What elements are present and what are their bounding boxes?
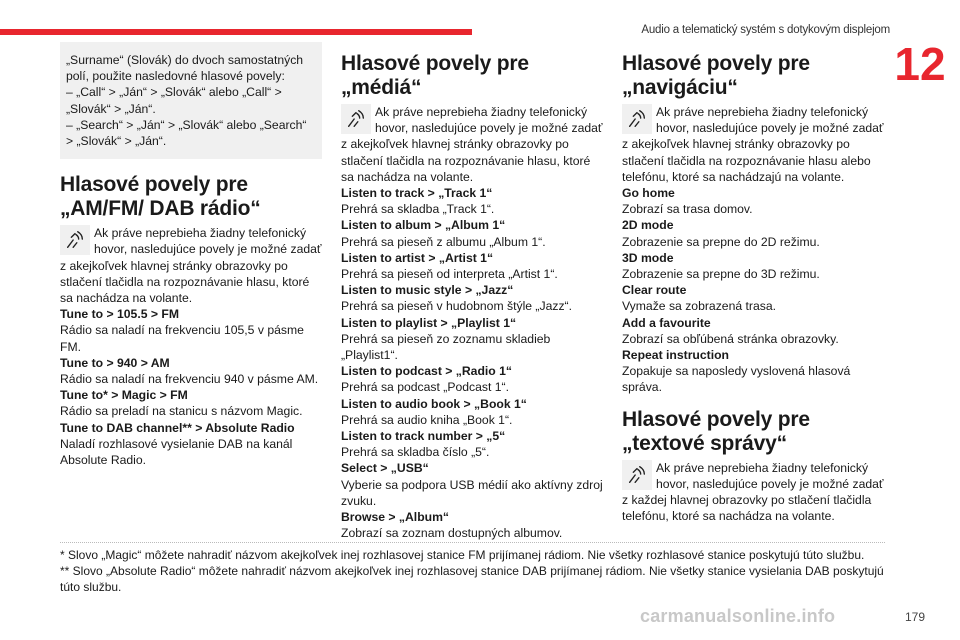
note-line: „Surname“ (Slovák) do dvoch samostatných bbox=[66, 53, 304, 67]
command-name: Listen to music style > „Jazz“ bbox=[341, 283, 514, 298]
footnote-divider bbox=[60, 542, 885, 543]
intro-text: Ak práve neprebieha žiadny telefonický hovor, nasledujúce povely je možné zadať z akejkoľvek hlavnej stránky obrazovky po stlačení tlačidla na rozpoznávanie hlasu alebo telefónu, ktoré sa nachádzajú na volante. bbox=[622, 105, 884, 184]
note-line: polí, použite nasledovné hlasové povely: bbox=[66, 69, 285, 84]
command-desc: Rádio sa naladí na frekvenciu 105,5 v pásme FM. bbox=[60, 323, 304, 354]
command-name: Tune to DAB channel** > Absolute Radio bbox=[60, 420, 295, 435]
command-desc: Zobrazenie sa prepne do 2D režimu. bbox=[622, 234, 820, 249]
note-line: – „Call“ > „Ján“ > „Slovák“ alebo „Call“ > bbox=[66, 85, 282, 100]
command-name: Listen to album > „Album 1“ bbox=[341, 218, 506, 233]
column-2 bbox=[341, 52, 605, 541]
command-name: Repeat instruction bbox=[622, 348, 729, 363]
command-name: Tune to* > Magic > FM bbox=[60, 388, 188, 403]
header-red-bar bbox=[0, 29, 472, 35]
footnotes bbox=[60, 547, 890, 595]
note-line: – „Search“ > „Ján“ > „Slovák“ alebo „Search“ bbox=[66, 117, 307, 132]
command-desc: Zopakuje sa naposledy vyslovená hlasová správa. bbox=[622, 364, 851, 395]
command-name: Listen to audio book > „Book 1“ bbox=[341, 396, 527, 411]
command-desc: Prehrá sa pieseň z albumu „Album 1“. bbox=[341, 234, 546, 249]
chapter-number: 12 bbox=[894, 38, 946, 90]
command-name: Add a favourite bbox=[622, 315, 711, 330]
intro-text: Ak práve neprebieha žiadny telefonický hovor, nasledujúce povely je možné zadať z každej hlavnej obrazovky po stlačení tlačidla telefónu, ktoré sa nachádza na volante. bbox=[622, 460, 884, 524]
voice-command-icon bbox=[622, 104, 652, 134]
command-name: 2D mode bbox=[622, 218, 674, 233]
voice-command-icon bbox=[341, 104, 371, 134]
command-name: Listen to track number > „5“ bbox=[341, 429, 506, 444]
command-name: Tune to > 105.5 > FM bbox=[60, 307, 179, 322]
section-heading-radio: Hlasové povely pre „AM/FM/ DAB rádio“ bbox=[60, 173, 261, 221]
command-name: Listen to podcast > „Radio 1“ bbox=[341, 364, 512, 379]
spacer bbox=[622, 396, 886, 408]
footnote: ** Slovo „Absolute Radio“ môžete nahradiť názvom akejkoľvek inej rozhlasovej stanice DAB prijímanej rádiom. Nie všetky stanice vysielania DAB poskytujú túto službu. bbox=[60, 564, 884, 594]
command-desc: Prehrá sa pieseň zo zoznamu skladieb „Playlist1“. bbox=[341, 331, 551, 363]
command-desc: Rádio sa naladí na frekvenciu 940 v pásme AM. bbox=[60, 372, 319, 387]
command-desc: Rádio sa preladí na stanicu s názvom Magic. bbox=[60, 404, 303, 419]
command-desc: Naladí rozhlasové vysielanie DAB na kanál Absolute Radio. bbox=[60, 436, 293, 468]
voice-command-icon bbox=[60, 225, 90, 255]
command-name: Go home bbox=[622, 186, 675, 201]
intro-paragraph bbox=[60, 225, 322, 306]
command-name: Listen to track > „Track 1“ bbox=[341, 186, 493, 201]
column-3 bbox=[622, 52, 886, 524]
command-list bbox=[341, 185, 605, 541]
intro-paragraph bbox=[341, 104, 605, 185]
footnote: * Slovo „Magic“ môžete nahradiť názvom akejkoľvek inej rozhlasovej stanice FM prijímanej rádiom. Nie všetky rozhlasové stanice poskytujú túto službu. bbox=[60, 548, 865, 562]
command-desc: Prehrá sa pieseň v hudobnom štýle „Jazz“. bbox=[341, 299, 572, 314]
section-title: Audio a telematický systém s dotykovým displejom bbox=[641, 24, 890, 36]
command-desc: Prehrá sa skladba „Track 1“. bbox=[341, 202, 495, 217]
command-desc: Prehrá sa podcast „Podcast 1“. bbox=[341, 380, 510, 395]
intro-paragraph bbox=[622, 104, 886, 185]
command-name: Browse > „Album“ bbox=[341, 510, 450, 525]
column-1 bbox=[60, 44, 322, 468]
command-desc: Zobrazenie sa prepne do 3D režimu. bbox=[622, 267, 820, 282]
command-name: Clear route bbox=[622, 283, 687, 298]
note-box bbox=[60, 42, 322, 159]
command-name: Tune to > 940 > AM bbox=[60, 355, 170, 370]
command-desc: Vymaže sa zobrazená trasa. bbox=[622, 299, 776, 314]
command-desc: Zobrazí sa obľúbená stránka obrazovky. bbox=[622, 331, 839, 346]
intro-text: Ak práve neprebieha žiadny telefonický hovor, nasledujúce povely je možné zadať z akejkoľvek hlavnej stránky obrazovky po stlačení tlačidla na rozpoznávanie hlasu, ktoré sa nachádza na volante. bbox=[60, 226, 322, 306]
command-list bbox=[622, 185, 886, 396]
command-desc: Prehrá sa skladba číslo „5“. bbox=[341, 445, 490, 460]
note-line: „Slovák“ > „Ján“. bbox=[66, 101, 156, 116]
note-line: > „Slovák“ > „Ján“. bbox=[66, 134, 167, 149]
intro-paragraph bbox=[622, 460, 886, 525]
command-desc: Prehrá sa pieseň od interpreta „Artist 1“. bbox=[341, 267, 558, 282]
command-list bbox=[60, 306, 322, 468]
command-desc: Prehrá sa audio kniha „Book 1“. bbox=[341, 412, 513, 427]
intro-text: Ak práve neprebieha žiadny telefonický hovor, nasledujúce povely je možné zadať z akejkoľvek hlavnej stránky obrazovky po stlačení tlačidla na rozpoznávanie hlasu, ktoré sa nachádza na volante. bbox=[341, 105, 603, 184]
command-name: Select > „USB“ bbox=[341, 461, 429, 476]
command-name: 3D mode bbox=[622, 250, 674, 265]
command-name: Listen to playlist > „Playlist 1“ bbox=[341, 315, 517, 330]
command-desc: Zobrazí sa trasa domov. bbox=[622, 202, 753, 217]
command-desc: Zobrazí sa zoznam dostupných albumov. bbox=[341, 526, 563, 541]
command-desc: Vyberie sa podpora USB médií ako aktívny zdroj zvuku. bbox=[341, 477, 603, 508]
section-heading-messages: Hlasové povely pre „textové správy“ bbox=[622, 407, 810, 455]
page-number: 179 bbox=[905, 610, 926, 624]
watermark: carmanualsonline.info bbox=[640, 606, 836, 626]
command-name: Listen to artist > „Artist 1“ bbox=[341, 250, 494, 265]
section-heading-navigation: Hlasové povely pre „navigáciu“ bbox=[622, 52, 810, 99]
voice-command-icon bbox=[622, 460, 652, 490]
section-heading-media: Hlasové povely pre „médiá“ bbox=[341, 52, 529, 99]
